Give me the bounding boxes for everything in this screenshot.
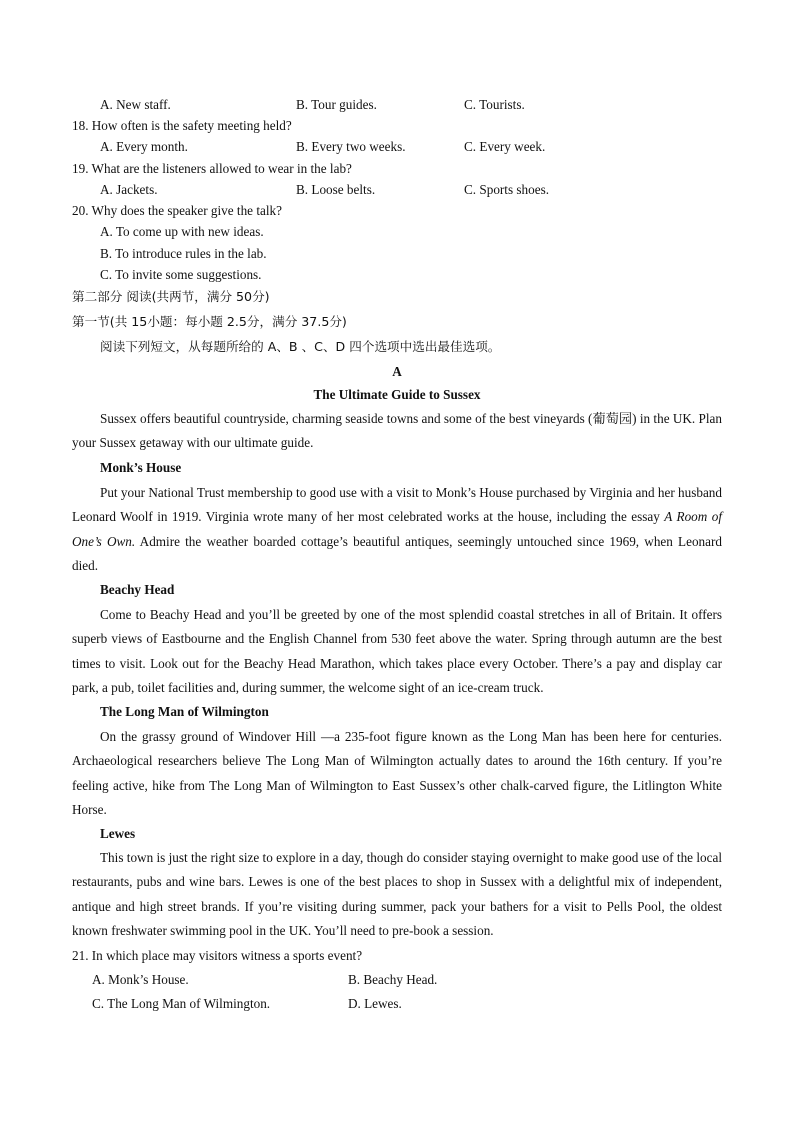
- heading-long-man: The Long Man of Wilmington: [100, 704, 269, 719]
- q20-option-a: A. To come up with new ideas.: [100, 224, 264, 239]
- passage-title: The Ultimate Guide to Sussex: [313, 387, 481, 402]
- q21-option-a: A. Monk’s House.: [92, 972, 189, 987]
- q19-option-c: C. Sports shoes.: [464, 182, 549, 197]
- q18-option-c: C. Every week.: [464, 139, 546, 154]
- monks-house-text-1: Put your National Trust membership to good use with a visit to Monk’s House purchased by Virginia and her husband Leonard Woolf in 1919. Virginia wrote many of her most celebrated works at the house, including the essay: [72, 485, 722, 525]
- q21-option-d: D. Lewes.: [348, 996, 402, 1011]
- q20-option-c: C. To invite some suggestions.: [100, 267, 262, 282]
- part-two-title: 第二部分 阅读(共两节，满分 50分): [72, 289, 270, 304]
- passage-intro: Sussex offers beautiful countryside, charming seaside towns and some of the best vineyards (葡萄园) in the UK. Plan your Sussex getaway with our ultimate guide.: [72, 411, 722, 451]
- q18-stem: 18. How often is the safety meeting held?: [72, 118, 292, 133]
- q21-option-b: B. Beachy Head.: [348, 972, 438, 987]
- heading-lewes: Lewes: [100, 826, 136, 841]
- q19-option-a: A. Jackets.: [100, 182, 158, 197]
- q17-option-c: C. Tourists.: [464, 97, 525, 112]
- q20-option-b: B. To introduce rules in the lab.: [100, 246, 267, 261]
- q17-option-b: B. Tour guides.: [296, 97, 377, 112]
- q19-option-b: B. Loose belts.: [296, 182, 376, 197]
- reading-instruction: 阅读下列短文，从每题所给的 A、B 、C、D 四个选项中选出最佳选项。: [100, 339, 501, 354]
- heading-beachy-head: Beachy Head: [100, 582, 175, 597]
- paragraph-long-man: On the grassy ground of Windover Hill —a 235-foot figure known as the Long Man has been here for centuries. Archaeological researchers believe The Long Man of Wilmington actually dates to around the 16th century. If you’re feeling active, hike from The Long Man of Wilmington to East Sussex’s other chalk-carved figure, the Litlington White Horse.: [72, 729, 722, 818]
- q17-option-a: A. New staff.: [100, 97, 171, 112]
- q21-option-c: C. The Long Man of Wilmington.: [92, 996, 271, 1011]
- heading-monks-house: Monk’s House: [100, 460, 182, 475]
- paragraph-lewes: This town is just the right size to explore in a day, though do consider staying overnight to make good use of the local restaurants, pubs and wine bars. Lewes is one of the best places to shop in Sussex with a delightful mix of independent, antique and high street brands. If you’re visiting during summer, pack your bathers for a visit to Pells Pool, the oldest known freshwater swimming pool in the UK. You’ll need to pre-book a session.: [72, 850, 722, 939]
- q20-stem: 20. Why does the speaker give the talk?: [72, 203, 282, 218]
- q18-option-a: A. Every month.: [100, 139, 188, 154]
- q21-stem: 21. In which place may visitors witness a sports event?: [72, 948, 363, 963]
- paragraph-beachy-head: Come to Beachy Head and you’ll be greeted by one of the most splendid coastal stretches in all of Britain. It offers superb views of Eastbourne and the English Channel from 530 feet above the water. Spring through autumn are the best times to visit. Look out for the Beachy Head Marathon, which takes place every October. There’s a pay and display car park, a pub, toilet facilities and, during summer, the welcome sight of an ice-cream truck.: [72, 607, 722, 696]
- section-one-title: 第一节(共 15小题：每小题 2.5分，满分 37.5分): [72, 314, 347, 329]
- q19-stem: 19. What are the listeners allowed to wear in the lab?: [72, 161, 352, 176]
- passage-letter: A: [392, 364, 402, 379]
- essay-title: A Room of One’s Own.: [72, 509, 722, 549]
- monks-house-text-2: Admire the weather boarded cottage’s beautiful antiques, seemingly untouched since 1969, when Leonard died.: [72, 533, 722, 574]
- q18-option-b: B. Every two weeks.: [296, 139, 406, 154]
- paragraph-monks-house: [72, 481, 722, 579]
